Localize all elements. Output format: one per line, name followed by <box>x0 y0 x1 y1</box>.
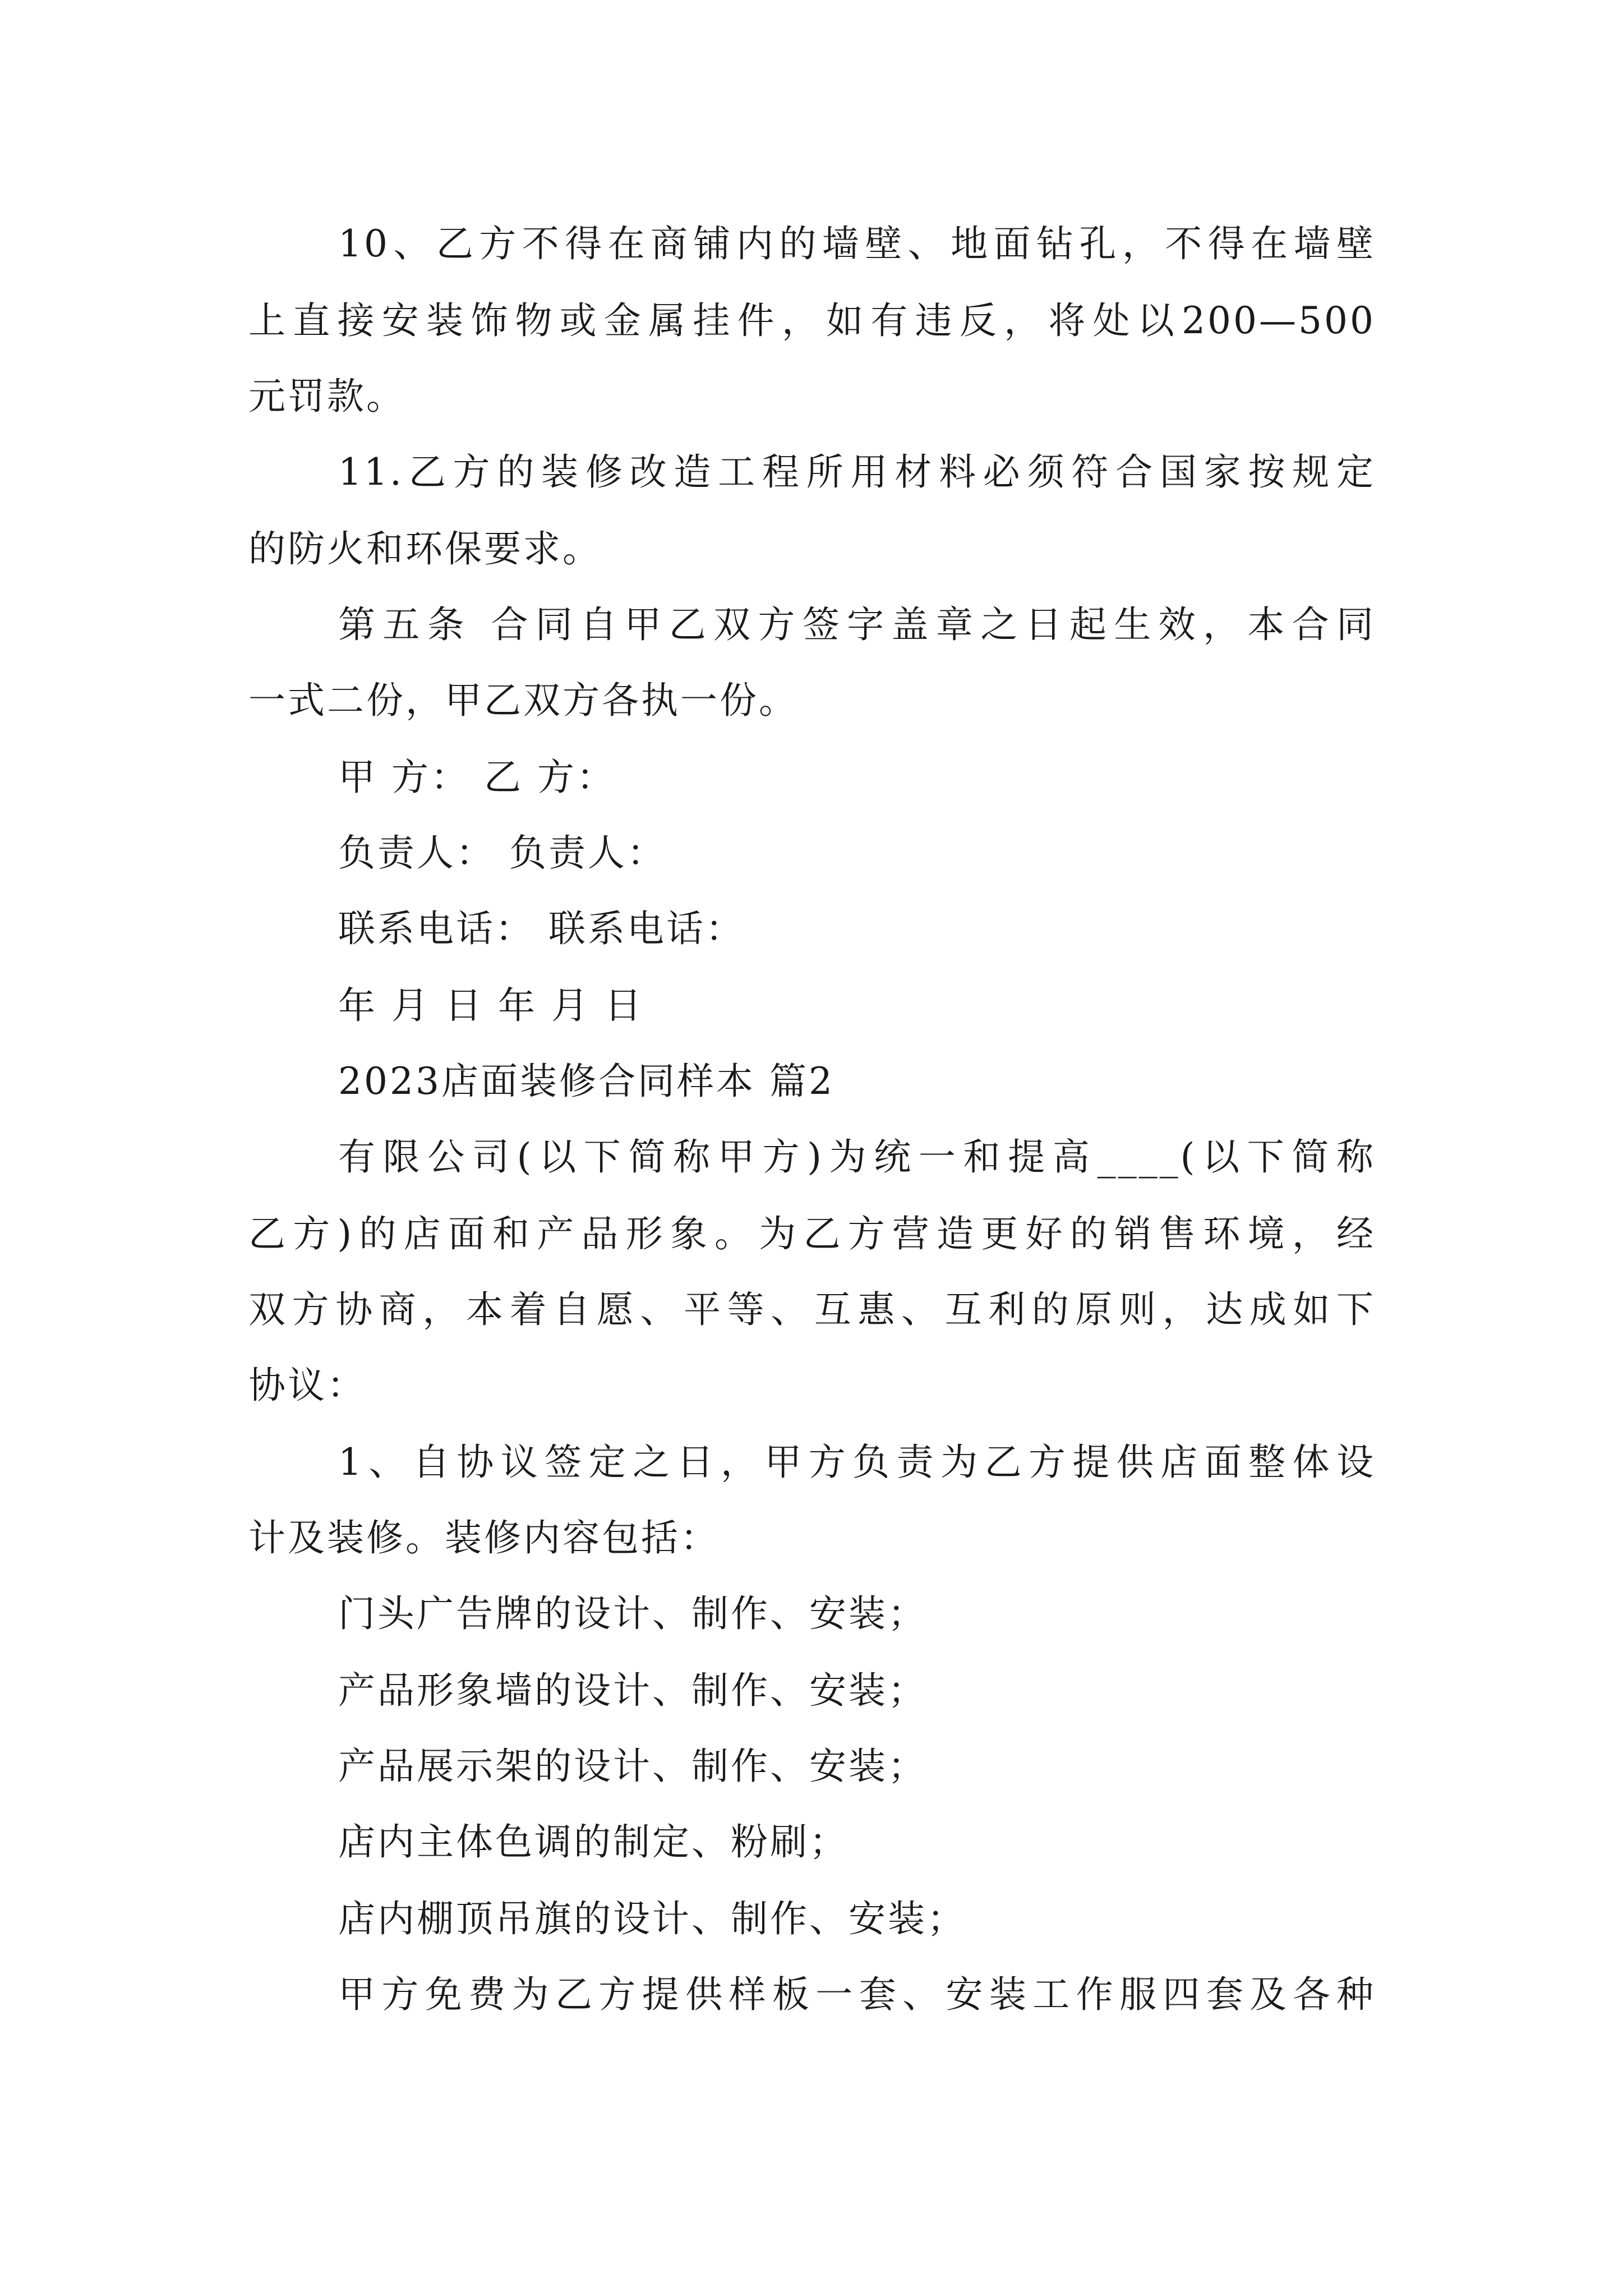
scope-ceiling-flags: 店内棚顶吊旗的设计、制作、安装； <box>338 1897 966 1940</box>
intro-line-3: 双方协商，本着自愿、平等、互惠、互利的原则，达成如下 <box>248 1288 1376 1331</box>
free-supplies-line: 甲方免费为乙方提供样板一套、安装工作服四套及各种 <box>338 1973 1376 2016</box>
signature-date-line: 年 月 日 年 月 日 <box>338 984 644 1027</box>
scope-signboard: 门头广告牌的设计、制作、安装； <box>338 1592 927 1635</box>
scope-display-rack: 产品展示架的设计、制作、安装； <box>338 1745 927 1788</box>
article-5-line-1: 第五条 合同自甲乙双方签字盖章之日起生效，本合同 <box>338 603 1376 646</box>
clause-10-line-3: 元罚款。 <box>248 375 405 418</box>
signature-responsible-line: 负责人： 负责人： <box>338 831 666 875</box>
clause-10-line-1: 10、乙方不得在商铺内的墙壁、地面钻孔，不得在墙壁 <box>338 222 1376 265</box>
intro-line-1: 有限公司(以下简称甲方)为统一和提高____(以下简称 <box>338 1135 1376 1179</box>
article-5-line-2: 一式二份，甲乙双方各执一份。 <box>248 679 798 722</box>
signature-phone-line: 联系电话： 联系电话： <box>338 907 745 950</box>
scope-color-scheme: 店内主体色调的制定、粉刷； <box>338 1820 849 1864</box>
item-1-line-2: 计及装修。装修内容包括： <box>248 1516 720 1559</box>
scope-image-wall: 产品形象墙的设计、制作、安装； <box>338 1669 927 1712</box>
item-1-line-1: 1、自协议签定之日，甲方负责为乙方提供店面整体设 <box>338 1441 1376 1484</box>
intro-line-2: 乙方)的店面和产品形象。为乙方营造更好的销售环境，经 <box>248 1212 1376 1255</box>
intro-line-4: 协议： <box>248 1364 366 1407</box>
clause-10-line-2: 上直接安装饰物或金属挂件，如有违反，将处以200—500 <box>248 299 1376 342</box>
clause-11-line-1: 11.乙方的装修改造工程所用材料必须符合国家按规定 <box>338 450 1376 494</box>
section-heading: 2023店面装修合同样本 篇2 <box>338 1060 834 1103</box>
signature-party-line: 甲 方： 乙 方： <box>338 756 616 799</box>
clause-11-line-2: 的防火和环保要求。 <box>248 527 602 570</box>
